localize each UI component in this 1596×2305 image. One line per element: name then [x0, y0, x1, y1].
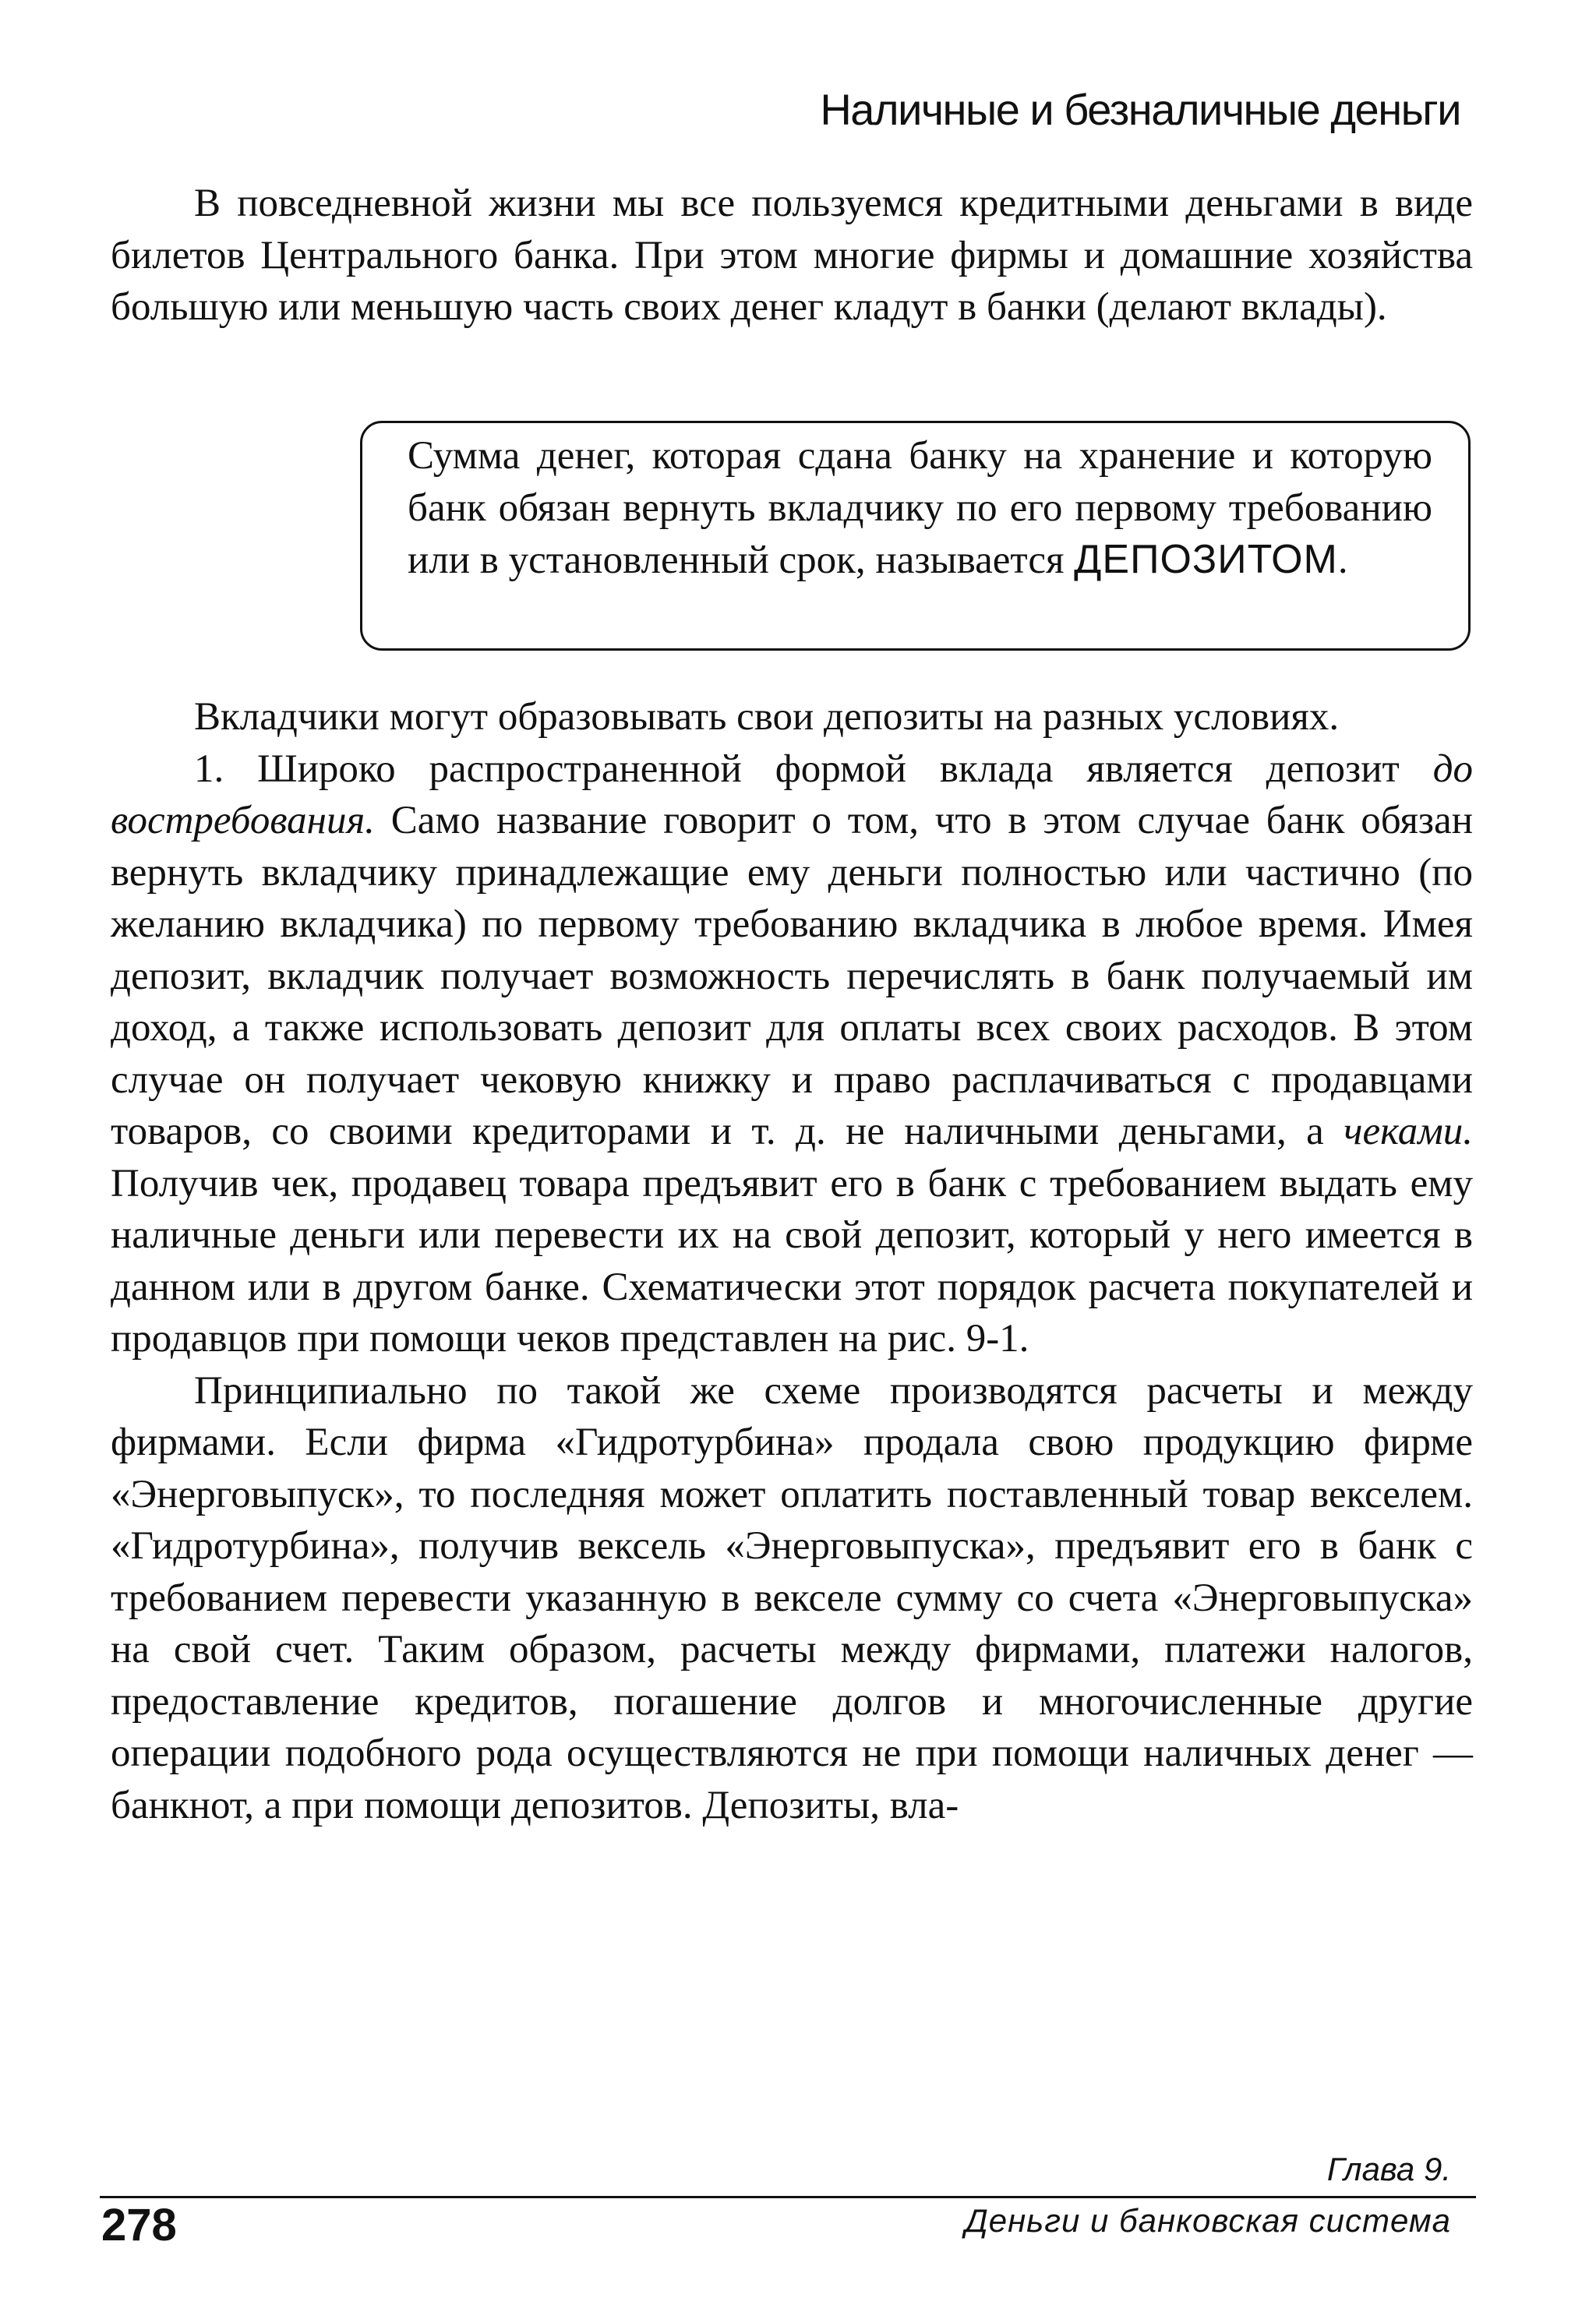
italic-term-on-demand: до востребования. [111, 747, 1473, 842]
footer-divider [100, 2196, 1476, 2198]
definition-period: . [1337, 538, 1348, 582]
paragraph-text: Само название говорит о том, что в этом случае банк обязан вернуть вкладчику принадлежащие ему деньги полностью или частично (по желанию вкладчика) по первому требованию вкладчика в любое время. Имея депозит, вкладчик получает возможность перечислять в банк получаемый им доход, а также использовать депозит для оплаты всех своих расходов. В этом случае он получает чековую книжку и право расплачиваться с продавцами товаров, со своими кредиторами и т. д. не наличными деньгами, а [111, 799, 1473, 1153]
paragraph-text: Получив чек, продавец товара предъявит его в банк с требованием выдать ему наличные деньги или перевести их на свой депозит, который у него имеется в данном или в другом банке. Схематически этот порядок расчета покупателей и продавцов при помощи чеков представлен на рис. 9-1. [111, 1161, 1473, 1361]
paragraph-text: 1. Широко распространенной формой вклада является депозит [194, 747, 1433, 791]
intro-paragraph: В повседневной жизни мы все пользуемся кредитными деньгами в виде билетов Центрального банка. При этом многие фирмы и домашние хозяйства большую или меньшую часть своих денег кладут в банки (делают вклады). [111, 182, 1473, 329]
intro-text-block [111, 178, 1473, 334]
footer-chapter-title: Деньги и банковская система [965, 2202, 1451, 2239]
main-text-block [111, 691, 1473, 1831]
page-number: 278 [101, 2200, 177, 2250]
running-header: Наличные и безналичные деньги [820, 85, 1460, 134]
definition-body: Сумма денег, которая сдана банку на хранение и которую банк обязан вернуть вкладчику по его первому требованию или в установленный срок, называется [408, 434, 1432, 582]
paragraph-firms-settlement: Принципиально по такой же схеме производятся расчеты и между фирмами. Если фирма «Гидротурбина» продала свою продукцию фирме «Энерговыпуск», то последняя может оплатить поставленный товар векселем. «Гидротурбина», получив вексель «Энерговыпуска», предъявит его в банк с требованием перевести указанную в векселе сумму со счета «Энерговыпуска» на свой счет. Таким образом, расчеты между фирмами, платежи налогов, предоставление кредитов, погашение долгов и многочисленные другие операции подобного рода осуществляются не при помощи наличных денег — банкнот, а при помощи депозитов. Депозиты, вла- [111, 1368, 1473, 1827]
definition-term: ДЕПОЗИТОМ [1074, 537, 1338, 582]
definition-text [408, 430, 1432, 587]
italic-term-cheques: чеками. [1344, 1110, 1473, 1153]
paragraph-depositors: Вкладчики могут образовывать свои депозиты на разных условиях. [194, 695, 1340, 739]
footer-chapter-label: Глава 9. [1326, 2151, 1451, 2187]
paragraph-demand-deposit [111, 743, 1473, 1365]
